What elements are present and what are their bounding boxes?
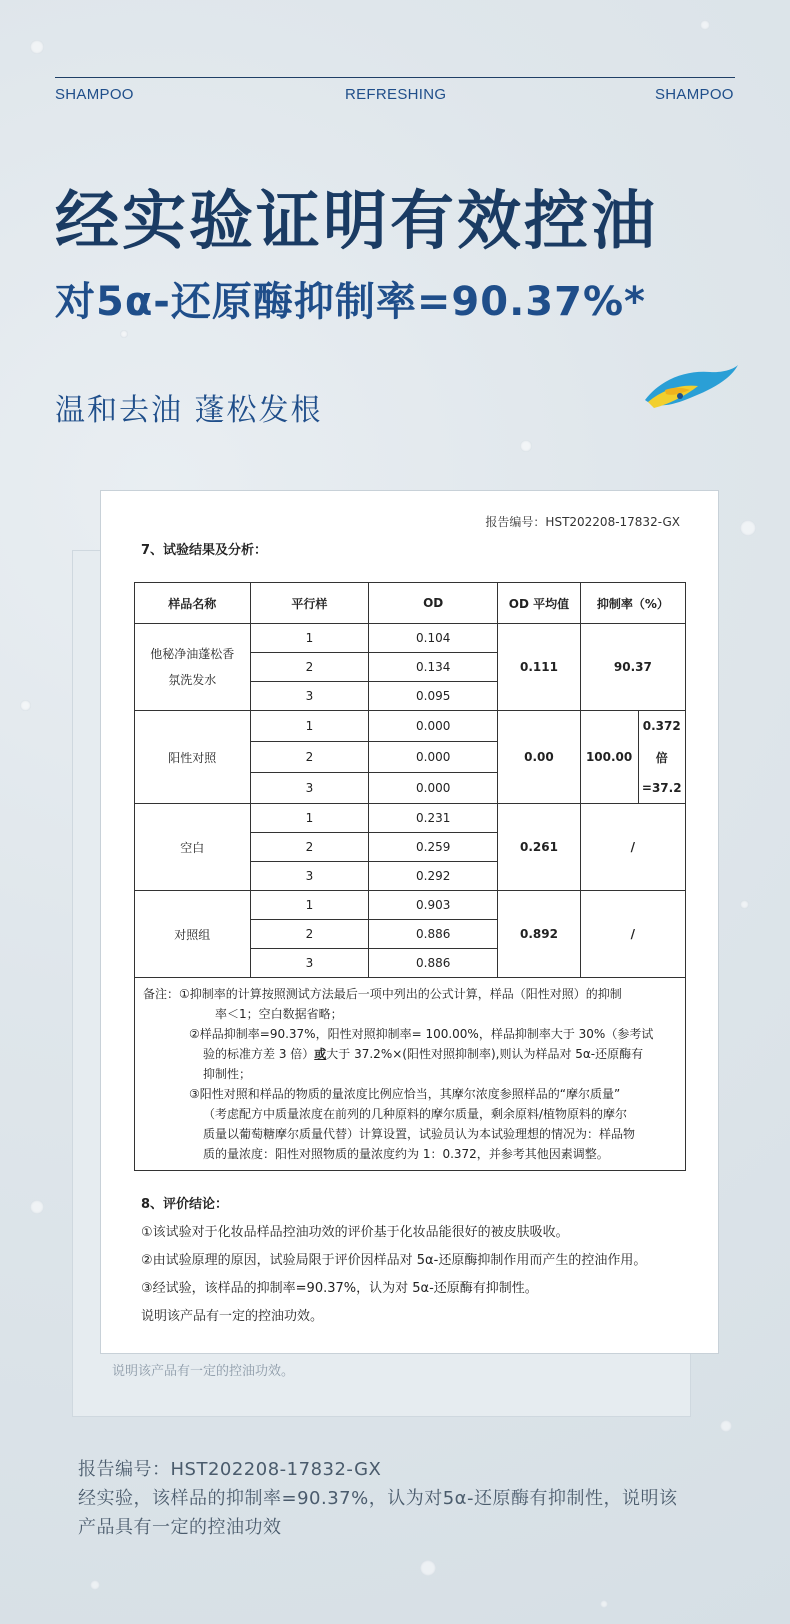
sample-name-cell: 对照组 [135, 891, 251, 978]
results-table [134, 582, 686, 1171]
tagline: 温和去油 蓬松发根 [55, 393, 323, 428]
rate-note-cell: 0.372 [638, 711, 686, 742]
header-rule [55, 77, 735, 78]
conclusion-item: ③经试验，该样品的抑制率=90.37%，认为对 5α-还原酶有抑制性。 [141, 1281, 538, 1296]
sample-name-line1: 他秘净油蓬松香 [150, 647, 235, 661]
rate-note-cell: 倍 [638, 742, 686, 773]
section-8-title: 8、评价结论： [141, 1197, 229, 1212]
note-2-post: 大于 37.2%×(阳性对照抑制率),则认为样品对 5α-还原酶有 [326, 1047, 644, 1061]
replicate-cell: 3 [250, 862, 369, 891]
od-cell: 0.000 [369, 742, 498, 773]
table-row [135, 624, 686, 653]
table-row [135, 711, 686, 742]
header-inhibition-rate: 抑制率（%） [580, 583, 685, 624]
back-card-caption: 说明该产品有一定的控油功效。 [112, 1364, 295, 1379]
conclusion-item: 说明该产品有一定的控油功效。 [141, 1309, 324, 1324]
od-cell: 0.000 [369, 773, 498, 804]
replicate-cell: 2 [250, 920, 369, 949]
conclusion-section [141, 1191, 681, 1331]
sample-name-cell: 空白 [135, 804, 251, 891]
headline: 经实验证明有效控油 [55, 185, 658, 259]
note-3-line-1: ③阳性对照和样品的物质的量浓度比例应恰当，其摩尔浓度参照样品的“摩尔质量” [189, 1087, 621, 1101]
replicate-cell: 2 [250, 833, 369, 862]
header-center-label: REFRESHING [345, 86, 447, 103]
od-avg-cell: 0.261 [498, 804, 581, 891]
conclusion-item: ②由试验原理的原因，试验局限于评价因样品对 5α-还原酶抑制作用而产生的控油作用。 [141, 1253, 647, 1268]
replicate-cell: 1 [250, 804, 369, 833]
note-2-pre: 验的标准方差 3 倍） [203, 1047, 315, 1061]
footer-summary-line-2: 产品具有一定的控油功效 [78, 1517, 282, 1538]
od-cell: 0.231 [369, 804, 498, 833]
header-right-label: SHAMPOO [655, 86, 734, 103]
table-row [135, 891, 686, 920]
sample-name-cell: 阳性对照 [135, 711, 251, 804]
od-avg-cell: 0.00 [498, 711, 581, 804]
table-header-row [135, 583, 686, 624]
header-left-label: SHAMPOO [55, 86, 134, 103]
od-cell: 0.104 [369, 624, 498, 653]
report-number: 报告编号：HST202208-17832-GX [485, 515, 680, 529]
note-2-or: 或 [314, 1047, 327, 1061]
od-avg-cell: 0.111 [498, 624, 581, 711]
notes-row [135, 978, 686, 1171]
replicate-cell: 3 [250, 773, 369, 804]
od-cell: 0.903 [369, 891, 498, 920]
inhibition-rate-cell: 90.37 [580, 624, 685, 711]
inhibition-rate-cell: / [580, 891, 685, 978]
replicate-cell: 1 [250, 891, 369, 920]
od-cell: 0.886 [369, 949, 498, 978]
footer-summary [78, 1455, 728, 1542]
section-7-title: 7、试验结果及分析： [141, 543, 268, 558]
od-cell: 0.259 [369, 833, 498, 862]
replicate-cell: 1 [250, 711, 369, 742]
note-2-line-2 [143, 1044, 677, 1064]
note-1-line-2: 率＜1；空白数据省略； [215, 1007, 343, 1021]
note-3-line-2: （考虑配方中质量浓度在前列的几种原料的摩尔质量，剩余原料/植物原料的摩尔 [203, 1107, 628, 1121]
replicate-cell: 3 [250, 949, 369, 978]
inhibition-rate-cell: / [580, 804, 685, 891]
header-replicate: 平行样 [250, 583, 369, 624]
sample-name-line2: 氛洗发水 [168, 673, 217, 687]
replicate-cell: 1 [250, 624, 369, 653]
note-3-line-4: 质的量浓度：阳性对照物质的量浓度约为 1：0.372，并参考其他因素调整。 [203, 1147, 609, 1161]
notes-cell [135, 978, 686, 1171]
subheadline: 对5α-还原酶抑制率=90.37%* [55, 279, 646, 325]
header-sample-name: 样品名称 [135, 583, 251, 624]
od-cell: 0.292 [369, 862, 498, 891]
note-3-line-3: 质量以葡萄糖摩尔质量代替）计算设置，试验员认为本试验理想的情况为：样品物 [203, 1127, 636, 1141]
header-od: OD [369, 583, 498, 624]
note-2-line-3: 抑制性； [203, 1067, 252, 1081]
od-cell: 0.134 [369, 653, 498, 682]
paint-splash-icon [640, 360, 740, 420]
replicate-cell: 2 [250, 653, 369, 682]
sample-name-cell [135, 624, 251, 711]
rate-note-cell: =37.2 [638, 773, 686, 804]
header-od-avg: OD 平均值 [498, 583, 581, 624]
replicate-cell: 3 [250, 682, 369, 711]
inhibition-rate-cell: 100.00 [580, 711, 638, 804]
od-cell: 0.886 [369, 920, 498, 949]
conclusion-item: ①该试验对于化妆品样品控油功效的评价基于化妆品能很好的被皮肤吸收。 [141, 1225, 569, 1240]
od-avg-cell: 0.892 [498, 891, 581, 978]
od-cell: 0.095 [369, 682, 498, 711]
footer-summary-line-1: 经实验，该样品的抑制率=90.37%，认为对5α-还原酶有抑制性，说明该 [78, 1488, 678, 1509]
note-1-line-1: 备注：①抑制率的计算按照测试方法最后一项中列出的公式计算，样品（阳性对照）的抑制 [143, 987, 622, 1001]
replicate-cell: 2 [250, 742, 369, 773]
note-2-line-1: ②样品抑制率=90.37%，阳性对照抑制率= 100.00%，样品抑制率大于 30%（参考试 [189, 1027, 654, 1041]
footer-report-number: 报告编号：HST202208-17832-GX [78, 1459, 382, 1480]
od-cell: 0.000 [369, 711, 498, 742]
table-row [135, 804, 686, 833]
test-report-document [100, 490, 719, 1354]
